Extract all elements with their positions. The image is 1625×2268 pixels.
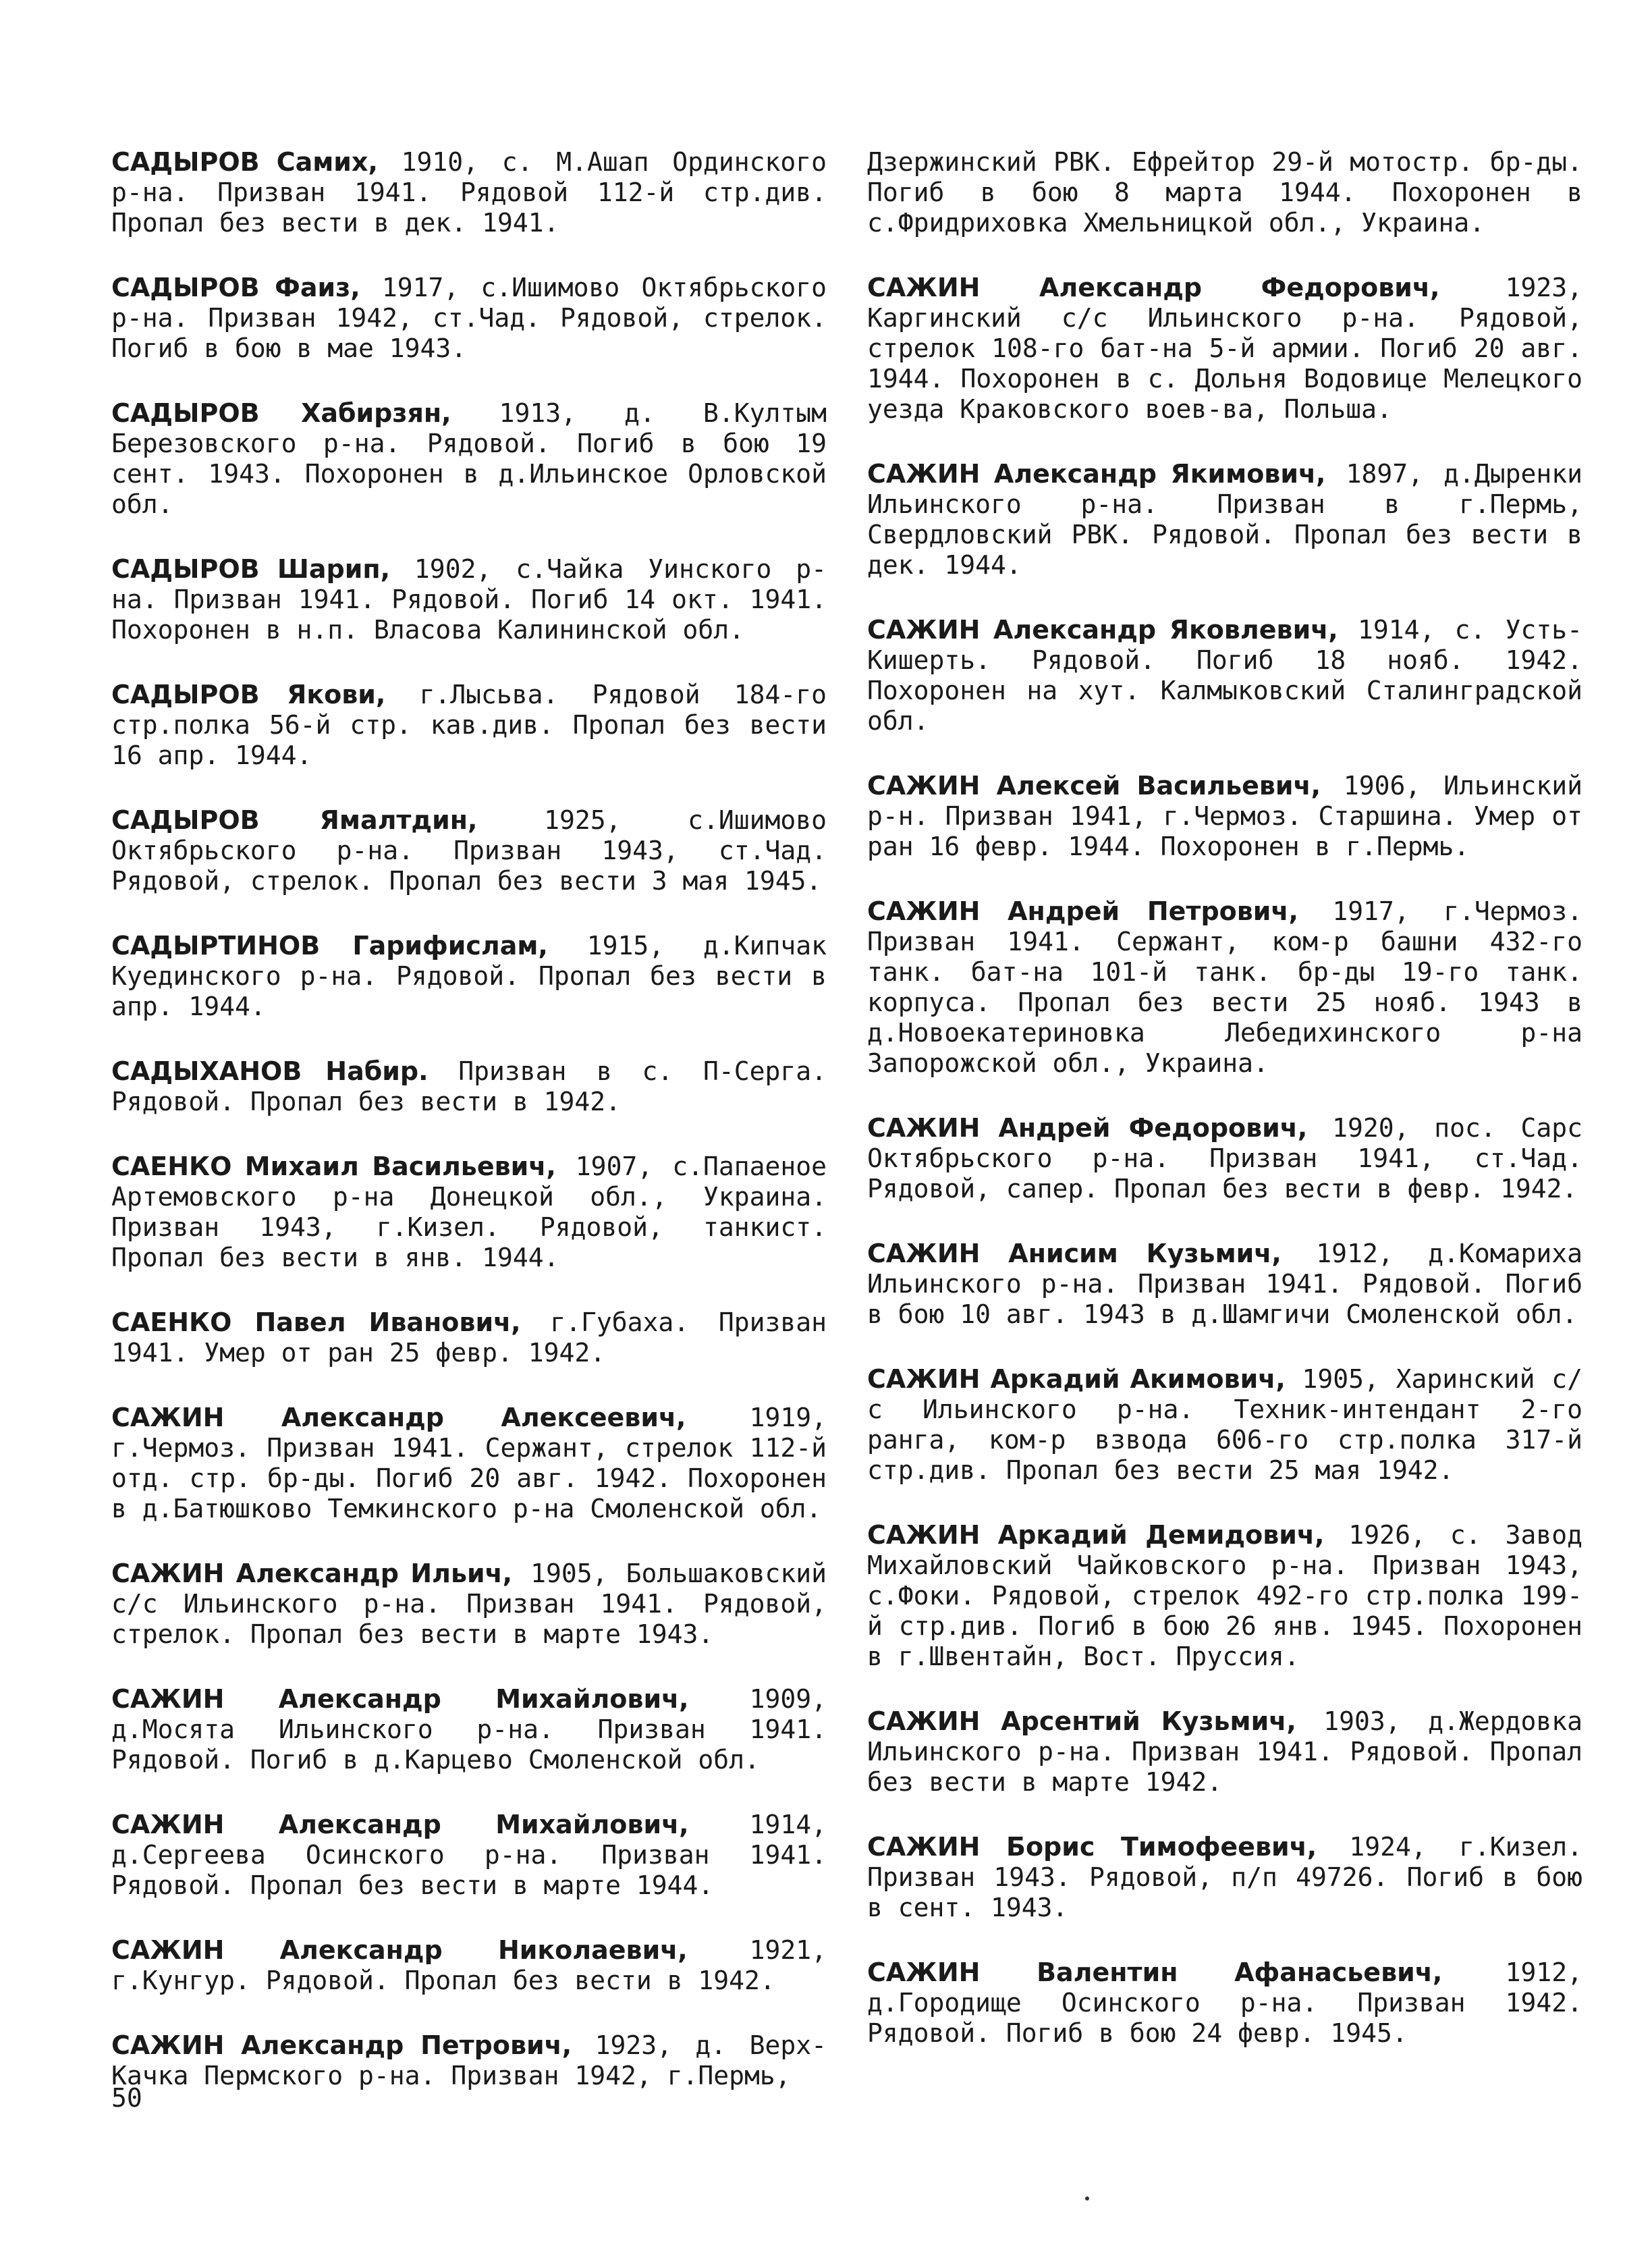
entry-name: САДЫХАНОВ Набир. xyxy=(111,1056,429,1086)
entry-text: 1909, д.Мосята Ильинского р-на. Призван 1941. Рядовой. Погиб в д.Карцево Смоленской обл. xyxy=(111,1684,827,1775)
entry-name: САДЫРОВ Самих, xyxy=(111,147,378,177)
entry-name: САЖИН Алексей Васильевич, xyxy=(867,771,1321,801)
register-entry xyxy=(111,680,827,771)
entry-name: САЖИН Аркадий Демидович, xyxy=(867,1520,1325,1550)
entry-name: САЖИН Александр Яковлевич, xyxy=(867,615,1338,645)
entry-name: САЖИН Андрей Федорович, xyxy=(867,1113,1308,1143)
entry-name: САДЫРОВ Якови, xyxy=(111,680,386,709)
register-entry xyxy=(111,1152,827,1273)
entry-text: 1926, с. Завод Михайловский Чайковского р-на. Призван 1943, с.Фоки. Рядовой, стрелок 492-го стр.полка 199-й стр.див. Погиб в бою 26 янв. 1945. Похоронен в г.Швентайн, Вост. Пруссия. xyxy=(867,1520,1582,1671)
entry-text: 1905, Харинский с/с Ильинского р-на. Техник-интендант 2-го ранга, ком-р взвода 606-го стр.полка 317-й стр.див. Пропал без вести 25 мая 1942. xyxy=(867,1364,1582,1485)
entry-text: г.Губаха. Призван 1941. Умер от ран 25 февр. 1942. xyxy=(111,1307,827,1368)
entry-text: 1913, д. В.Култым Березовского р-на. Рядовой. Погиб в бою 19 сент. 1943. Похоронен в д.Ильинское Орловской обл. xyxy=(111,398,827,519)
entry-name: САЖИН Александр Ильич, xyxy=(111,1559,513,1588)
left-column xyxy=(111,147,827,2126)
entry-name: САДЫРОВ Ямалтдин, xyxy=(111,805,478,835)
entry-name: САЖИН Аркадий Акимович, xyxy=(867,1364,1286,1394)
entry-name: САЖИН Александр Якимович, xyxy=(867,459,1326,489)
entry-name: САДЫРОВ Хабирзян, xyxy=(111,398,451,428)
register-entry xyxy=(867,1520,1582,1672)
entry-text: 1914, с. Усть-Кишерть. Рядовой. Погиб 18 нояб. 1942. Похоронен на хут. Калмыковский Сталинградской обл. xyxy=(867,615,1582,736)
entry-name: САЖИН Александр Михайлович, xyxy=(111,1684,689,1714)
register-entry xyxy=(111,1810,827,1901)
register-entry xyxy=(867,615,1582,736)
right-column xyxy=(867,147,1582,2083)
entry-name: САЖИН Борис Тимофеевич, xyxy=(867,1832,1317,1862)
entry-name: САЖИН Александр Николаевич, xyxy=(111,1935,688,1965)
entry-name: САЕНКО Павел Иванович, xyxy=(111,1307,521,1337)
entry-text: 1903, д.Жердовка Ильинского р-на. Призван 1941. Рядовой. Пропал без вести в марте 1942. xyxy=(867,1706,1582,1797)
entry-name: САДЫРОВ Фаиз, xyxy=(111,273,360,302)
entry-name: САДЫРТИНОВ Гарифислам, xyxy=(111,931,548,961)
entry-name: САЕНКО Михаил Васильевич, xyxy=(111,1152,556,1181)
register-entry xyxy=(111,1403,827,1524)
register-entry xyxy=(111,1559,827,1650)
register-entry xyxy=(111,1056,827,1117)
entry-name: САЖИН Александр Михайлович, xyxy=(111,1810,689,1839)
entry-name: САЖИН Александр Алексеевич, xyxy=(111,1403,686,1432)
entry-name: САЖИН Александр Петрович, xyxy=(111,2030,572,2060)
entry-text: 1917, с.Ишимово Октябрьского р-на. Призван 1942, ст.Чад. Рядовой, стрелок. Погиб в бою в мае 1943. xyxy=(111,273,827,363)
page-number: 50 xyxy=(111,2083,142,2113)
register-entry xyxy=(867,273,1582,425)
register-entry xyxy=(867,896,1582,1079)
entry-text: 1905, Большаковский с/с Ильинского р-на. Призван 1941. Рядовой, стрелок. Пропал без вести в марте 1943. xyxy=(111,1559,827,1649)
entry-text: 1912, д.Городище Осинского р-на. Призван 1942. Рядовой. Погиб в бою 24 февр. 1945. xyxy=(867,1958,1582,2048)
entry-text: Дзержинский РВК. Ефрейтор 29-й мотостр. бр-ды. Погиб в бою 8 марта 1944. Похоронен в с.Фридриховка Хмельницкой обл., Украина. xyxy=(867,147,1582,238)
entry-name: САЖИН Анисим Кузьмич, xyxy=(867,1239,1282,1268)
register-entry xyxy=(867,771,1582,862)
entry-text: 1906, Ильинский р-н. Призван 1941, г.Чермоз. Старшина. Умер от ран 16 февр. 1944. Похоронен в г.Пермь. xyxy=(867,771,1582,861)
entry-text: 1907, с.Папаеное Артемовского р-на Донецкой обл., Украина. Призван 1943, г.Кизел. Рядовой, танкист. Пропал без вести в янв. 1944. xyxy=(111,1152,827,1272)
entry-text: 1902, с.Чайка Уинского р-на. Призван 1941. Рядовой. Погиб 14 окт. 1941. Похоронен в н.п. Власова Калининской обл. xyxy=(111,554,827,645)
entry-text: 1912, д.Комариха Ильинского р-на. Призван 1941. Рядовой. Погиб в бою 10 авг. 1943 в д.Шамгичи Смоленской обл. xyxy=(867,1239,1582,1329)
entry-text: г.Лысьва. Рядовой 184-го стр.полка 56-й стр. кав.див. Пропал без вести 16 апр. 1944. xyxy=(111,680,827,770)
entry-name: САЖИН Александр Федорович, xyxy=(867,273,1440,302)
register-entry xyxy=(867,1364,1582,1486)
register-entry xyxy=(867,1706,1582,1798)
entry-name: САЖИН Арсентий Кузьмич, xyxy=(867,1706,1296,1736)
register-entry xyxy=(111,1307,827,1368)
register-entry xyxy=(111,1935,827,1996)
register-entry xyxy=(867,459,1582,580)
entry-name: САЖИН Андрей Петрович, xyxy=(867,896,1298,926)
entry-text: 1919, г.Чермоз. Призван 1941. Сержант, стрелок 112-й отд. стр. бр-ды. Погиб 20 авг. 1942. Похоронен в д.Батюшково Темкинского р-на Смоленской обл. xyxy=(111,1403,827,1523)
register-entry xyxy=(867,1832,1582,1923)
register-entry xyxy=(111,2030,827,2091)
register-entry xyxy=(111,931,827,1022)
entry-text: 1897, д.Дыренки Ильинского р-на. Призван в г.Пермь, Свердловский РВК. Рядовой. Пропал без вести в дек. 1944. xyxy=(867,459,1582,580)
register-entry xyxy=(111,1684,827,1775)
scan-speck xyxy=(1085,2196,1089,2200)
entry-text: 1910, с. М.Ашап Ординского р-на. Призван 1941. Рядовой 112-й стр.див. Пропал без вести в дек. 1941. xyxy=(111,147,827,238)
entry-text: 1915, д.Кипчак Куединского р-на. Рядовой. Пропал без вести в апр. 1944. xyxy=(111,931,827,1021)
entry-text: 1921, г.Кунгур. Рядовой. Пропал без вести в 1942. xyxy=(111,1935,827,1995)
entry-text: 1914, д.Сергеева Осинского р-на. Призван 1941. Рядовой. Пропал без вести в марте 1944. xyxy=(111,1810,827,1900)
entry-text: Призван в с. П-Серга. Рядовой. Пропал без вести в 1942. xyxy=(111,1056,827,1116)
register-entry xyxy=(111,147,827,238)
entry-text: 1917, г.Чермоз. Призван 1941. Сержант, ком-р башни 432-го танк. бат-на 101-й танк. бр-ды 19-го танк. корпуса. Пропал без вести 25 нояб. 1943 в д.Новоекатериновка Лебедихинского р-на Запорожской обл., Украина. xyxy=(867,896,1583,1078)
entry-text: 1924, г.Кизел. Призван 1943. Рядовой, п/п 49726. Погиб в бою в сент. 1943. xyxy=(867,1832,1582,1922)
entry-text: 1923, Каргинский с/с Ильинского р-на. Рядовой, стрелок 108-го бат-на 5-й армии. Погиб 20 авг. 1944. Похоронен в с. Дольня Водовице Мелецкого уезда Краковского воев-ва, Польша. xyxy=(867,273,1582,424)
register-entry xyxy=(111,554,827,645)
entry-text: 1920, пос. Сарс Октябрьского р-на. Призван 1941, ст.Чад. Рядовой, сапер. Пропал без вести в февр. 1942. xyxy=(867,1113,1583,1204)
register-entry xyxy=(111,398,827,520)
entry-name: САЖИН Валентин Афанасьевич, xyxy=(867,1958,1443,1987)
register-entry xyxy=(111,805,827,896)
entry-text: 1923, д. Верх-Качка Пермского р-на. Призван 1942, г.Пермь, xyxy=(111,2030,827,2090)
entry-name: САДЫРОВ Шарип, xyxy=(111,554,391,584)
entry-text: 1925, с.Ишимово Октябрьского р-на. Призван 1943, ст.Чад. Рядовой, стрелок. Пропал без вести 3 мая 1945. xyxy=(111,805,827,896)
register-entry xyxy=(867,1958,1582,2049)
register-entry xyxy=(867,147,1582,238)
register-entry xyxy=(867,1239,1582,1330)
register-entry xyxy=(867,1113,1582,1204)
register-entry xyxy=(111,273,827,364)
